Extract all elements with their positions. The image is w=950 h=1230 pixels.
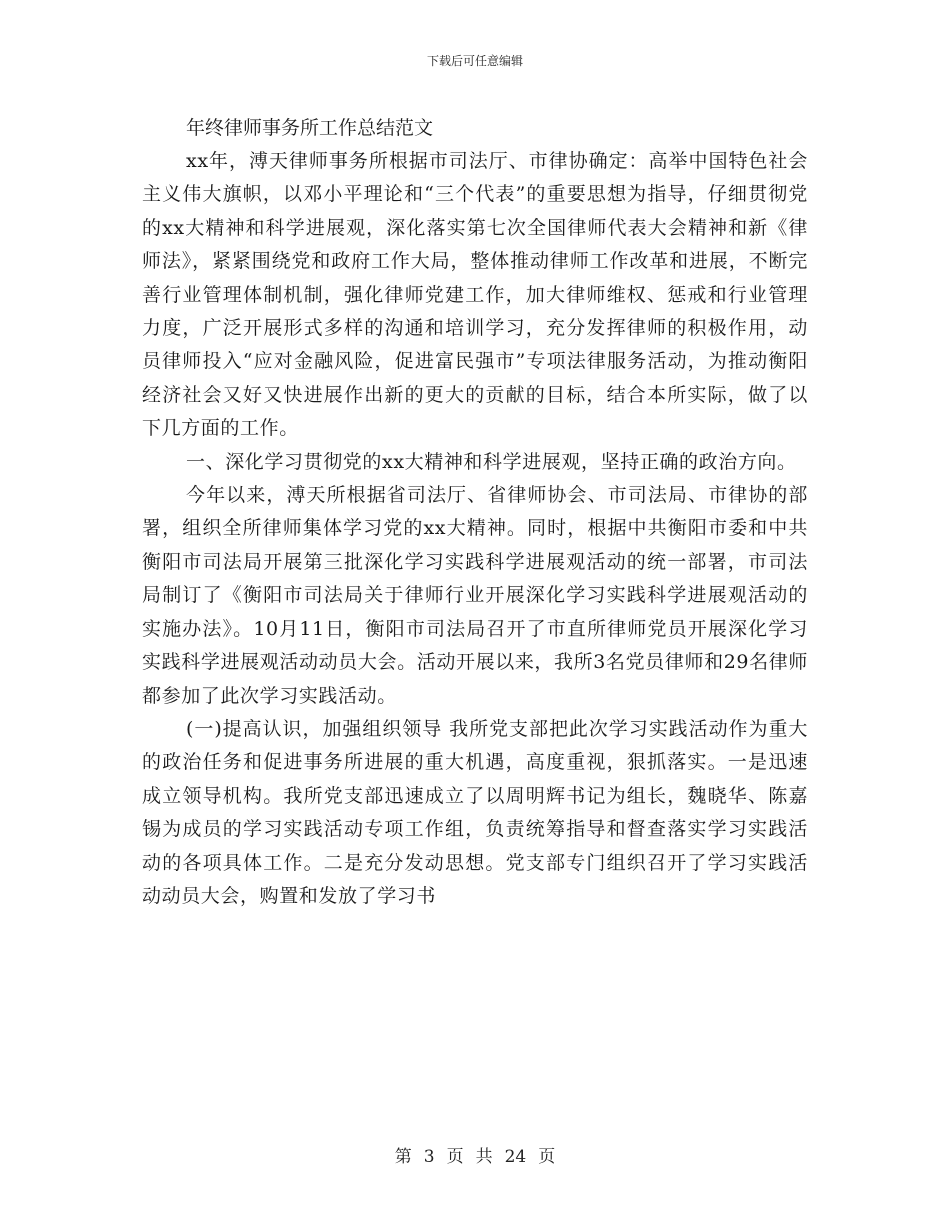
paragraph-organization: (一)提高认识，加强组织领导 我所党支部把此次学习实践活动作为重大的政治任务和促进事务所进展的重大机遇，高度重视，狠抓落实。一是迅速成立领导机构。我所党支部迅速成立了以周明辉书记为组长，魏晓华、陈嘉锡为成员的学习实践活动专项工作组，负责统筹指导和督查落实学习实践活动的各项具体工作。二是充分发动思想。党支部专门组织召开了学习实践活动动员大会，购置和发放了学习书 [142,717,808,907]
footer-current-page: 3 [423,1147,435,1167]
paragraph-intro: xx年，溥天律师事务所根据市司法厅、市律协确定：高举中国特色社会主义伟大旗帜，以邓小平理论和“三个代表”的重要思想为指导，仔细贯彻党的xx大精神和科学进展观，深化落实第七次全国律师代表大会精神和新《律师法》，紧紧围绕党和政府工作大局，整体推动律师工作改革和进展，不断完善行业管理体制机制，强化律师党建工作，加大律师维权、惩戒和行业管理力度，广泛开展形式多样的沟通和培训学习，充分发挥律师的积极作用，动员律师投入“应对金融风险，促进富民强市”专项法律服务活动，为推动衡阳经济社会又好又快进展作出新的更大的贡献的目标，结合本所实际，做了以下几方面的工作。 [142,150,808,440]
document-title: 年终律师事务所工作总结范文 [186,117,434,139]
paragraph-study-activities: 今年以来，溥天所根据省司法厅、省律师协会、市司法局、市律协的部署，组织全所律师集体学习党的xx大精神。同时，根据中共衡阳市委和中共衡阳市司法局开展第三批深化学习实践科学进展观活动的统一部署，市司法局制订了《衡阳市司法局关于律师行业开展深化学习实践科学进展观活动的实施办法》。10月11日，衡阳市司法局召开了市直所律师党员开展深化学习实践科学进展观活动动员大会。活动开展以来，我所3名党员律师和29名律师都参加了此次学习实践活动。 [142,484,808,707]
footer-page-word: 第 [394,1147,412,1167]
page-header: 下载后可任意编辑 [426,54,523,68]
footer-page-unit: 页 [446,1147,464,1167]
document-body [142,112,808,913]
footer-total-word: 共 [475,1147,493,1167]
paragraph-section-heading: 一、深化学习贯彻党的xx大精神和科学进展观，坚持正确的政治方向。 [186,450,797,473]
footer-total-unit: 页 [538,1147,556,1167]
footer-total-pages: 24 [504,1147,527,1167]
page-footer [0,1147,950,1167]
